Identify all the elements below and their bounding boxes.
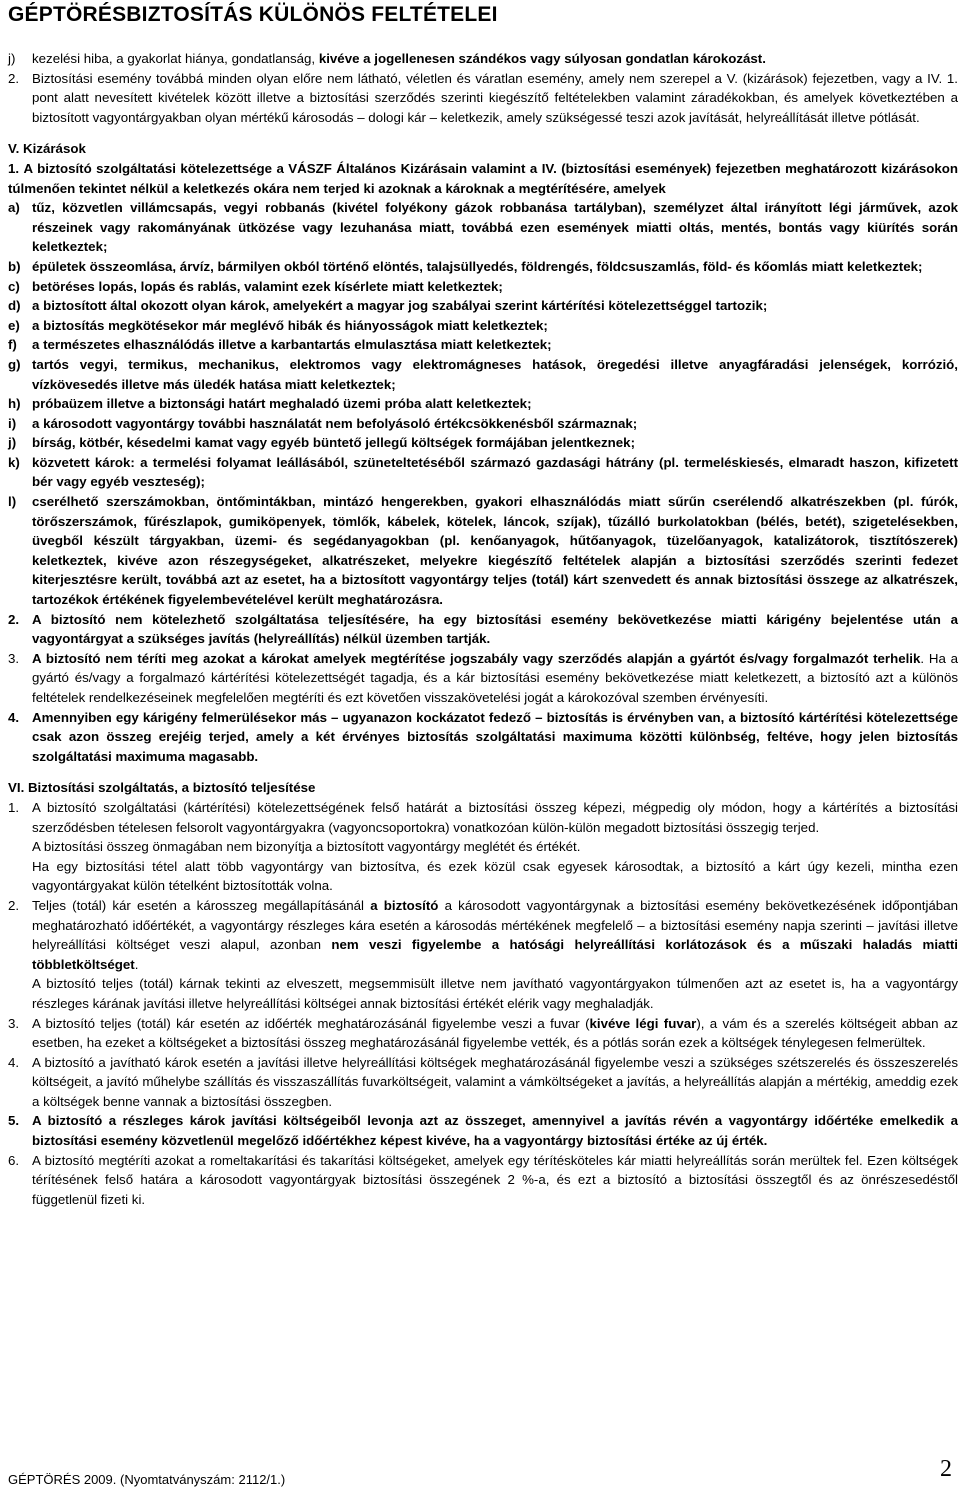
item-text: Biztosítási esemény továbbá minden olyan előre nem látható, véletlen és váratlan esemény, amely nem szerepel a V. (kizárások) fejezetben, vagy a IV. 1. pont alatt nevesített kivételek között illetve a biztosítási szerződés szerinti kiegészítő feltételekben valamint záradékokban, és amelyek következtében a biztosított vagyontárgyakban olyan mértékű károsodás – dologi kár – keletkezik, amely szükségessé teszi azok javítását, helyreállítását illetve pótlását.	[32, 70, 958, 125]
exclusion-item	[8, 492, 958, 610]
paragraph-text: A biztosító a javítható károk esetén a javítási illetve helyreállítási költségek meghatározásánál figyelembe veszi a szükséges szétszerelés és összeszerelés költségeit, a javító műhelybe szállítás és visszaszállítás fuvarköltségeit, valamint a vámköltségeket a javítás, a helyreállítás alapján a mértékig, ameddig ezek a költségek benne vannak a biztosítási összegben.	[32, 1054, 958, 1109]
exclusion-item	[8, 414, 958, 434]
numbered-paragraph	[8, 649, 958, 708]
list-label: 3.	[8, 650, 20, 666]
text-run-bold: nem veszi figyelembe a hatósági helyreállítási korlátozások és a műszaki haladás miatti többletköltséget	[32, 937, 959, 972]
item-text: a károsodott vagyontárgy további használatát nem befolyásoló értékcsökkenésből származnak;	[32, 415, 638, 431]
list-label: f)	[8, 337, 17, 353]
text-run-bold: kivéve légi fuvar	[589, 1015, 697, 1031]
exclusion-item	[8, 296, 958, 316]
paragraph-bold: A biztosító nem téríti meg azokat a károkat amelyek megtérítése jogszabály vagy szerződés alapján a gyártót és/vagy forgalmazót terhelik	[32, 650, 921, 666]
numbered-paragraph	[8, 896, 958, 1014]
list-label: k)	[8, 454, 20, 470]
section-heading: VI. Biztosítási szolgáltatás, a biztosító teljesítése	[8, 780, 316, 796]
list-label: 2.	[8, 70, 20, 86]
item-text: cserélhető szerszámokban, öntőmintákban, mintázó hengerekben, gyakori elhasználódás miatt sűrűn cserélendő alkatrészekben (pl. fúrók, törőszerszámok, fűrészlapok, gumiköpenyek, tömlők, kábelek, kötelek, láncok, szíjak), tűzálló burkolatokban (bélés, betét), szigetelésekben, üvegből készült tárgyakban, üzemi- és segédanyagokban (pl. kenőanyagok, hűtőanyagok, tüzelőanyagok, katalizátorok, tisztítószerek) keletkeztek, kivéve azon részegységeket, alkatrészeket, melyekre kiegészítő feltételek alapján a biztosítási szerződés szerinti fedezet kiterjesztésre került, továbbá azt az esetet, ha a biztosított vagyontárgy teljes (totál) kárt szenvedett és annak biztosítási összege az alkatrészek, tartozékok értékének figyelembevételével került meghatározásra.	[32, 494, 958, 608]
footer-text: GÉPTÖRÉS 2009. (Nyomtatványszám: 2112/1.)	[8, 1472, 286, 1487]
paragraph-text: A biztosító szolgáltatási (kártérítési) kötelezettségének felső határát a biztosítási összeg képezi, mégpedig oly módon, hogy a kártérítés a biztosítási szerződésben tételesen felsorolt vagyontárgyakra (vagyoncsoportokra) vonatkozóan külön-külön megadott biztosítási összegig terjed.	[32, 799, 958, 835]
item-text: kezelési hiba, a gyakorlat hiánya, gondatlanság,	[32, 51, 319, 66]
numbered-paragraph	[8, 1014, 958, 1053]
list-label: d)	[8, 298, 21, 314]
list-label: j)	[8, 435, 17, 451]
item-text: betöréses lopás, lopás és rablás, valamint ezek kísérlete miatt keletkeztek;	[32, 278, 503, 294]
exclusion-item	[8, 198, 958, 257]
list-label: g)	[8, 356, 21, 372]
exclusion-item	[8, 355, 958, 394]
item-text: próbaüzem illetve a biztonsági határt meghaladó üzemi próba alatt keletkeztek;	[32, 396, 532, 412]
numbered-paragraph	[8, 1111, 958, 1150]
exclusion-item	[8, 316, 958, 336]
text-run: Teljes (totál) kár esetén a károsszeg megállapításánál	[32, 897, 371, 913]
exclusion-item	[8, 394, 958, 414]
text-run: .	[134, 956, 139, 972]
item-text: a természetes elhasználódás illetve a karbantartás elmulasztása miatt keletkeztek;	[32, 337, 552, 353]
numbered-paragraph	[8, 1151, 958, 1210]
paragraph-text: Amennyiben egy kárigény felmerülésekor más – ugyanazon kockázatot fedező – biztosítás is érvényben van, a biztosító kártérítési kötelezettsége csak azon összeg erejéig terjed, amely a két érvényes biztosítás szolgáltatási maximuma közötti különbség, feltéve, hogy jelen biztosítás szolgáltatási maximuma magasabb.	[32, 709, 958, 764]
paragraph-text: A biztosító megtéríti azokat a romeltakarítási és takarítási költségeket, amelyek egy térítésköteles kár miatti helyreállítás során merültek fel. Ezen költségek térítésének felső határa a károsodott vagyontárgyak biztosítási összegének 2 %-a, és ezt a biztosító a biztosítási összegtől és az önrészesedéstől függetlenül fizeti ki.	[32, 1152, 958, 1207]
list-label: 4.	[8, 1054, 20, 1070]
intro-rest: (biztosítási események) fejezetben meghatározott kizárásokon túlmenően tekintet nélkül a keletkezés okára nem terjed ki azoknak a károknak a megtérítésére, amelyek	[8, 160, 958, 196]
list-label: b)	[8, 258, 21, 274]
list-label: e)	[8, 317, 20, 333]
page-title: GÉPTÖRÉSBIZTOSÍTÁS KÜLÖNÖS FELTÉTELEI	[8, 3, 498, 26]
numbered-paragraph	[8, 798, 958, 896]
item-text: tűz, közvetlen villámcsapás, vegyi robbanás (kivétel folyékony gázok robbanása tartályban), személyzet által irányított légi járművek, azok részeinek vagy rakományának ütközése vagy lezuhanása miatt, továbbá ezen események miatti oltás, mentés, bontás vagy kiürítés során keletkeztek;	[32, 200, 958, 255]
text-run-bold: a biztosító	[370, 897, 439, 913]
item-text: épületek összeomlása, árvíz, bármilyen okból történő elöntés, talajsüllyedés, földrengés, földcsuszamlás, föld- és kőomlás miatt keletkeztek;	[32, 258, 923, 274]
list-label: h)	[8, 396, 21, 412]
paragraph-text	[32, 896, 958, 974]
list-item	[8, 49, 958, 69]
text-run: A biztosító teljes (totál) kár esetén az időérték meghatározásánál figyelembe veszi a fuvar (	[32, 1015, 590, 1031]
list-label: 1.	[8, 799, 20, 815]
item-text-bold: kivéve a jogellenesen szándékos vagy súlyosan gondatlan károkozást.	[318, 51, 766, 66]
item-text: a biztosítás megkötésekor már meglévő hibák és hiányosságok miatt keletkeztek;	[32, 317, 548, 333]
list-label: i)	[8, 415, 17, 431]
list-label: 2.	[8, 897, 20, 913]
paragraph-text: . Ha a gyártó és/vagy a forgalmazó kártérítési kötelezettségét tagadja, és a kár biztosítási esemény bekövetkezése miatt keletkezett, a biztosító azt a különös feltételek rendelkezéseinek megfelelően megtéríti és ezt követően visszakövetelési jogát a károkozóval szemben érvényesíti.	[32, 650, 958, 705]
section-heading: V. Kizárások	[8, 141, 86, 157]
item-text: bírság, kötbér, késedelmi kamat vagy egyéb büntető jellegű költségek formájában jelentkeznek;	[32, 435, 636, 451]
item-text: közvetett károk: a termelési folyamat leállásából, szüneteltetéséből származó gazdasági hátrány (pl. termeléskiesés, elmaradt haszon, kifizetett bér vagy egyéb veszteség);	[32, 454, 958, 490]
list-label: l)	[8, 494, 17, 510]
paragraph-text: A biztosítási összeg önmagában nem bizonyítja a biztosított vagyontárgy meglétét és értékét.	[32, 839, 581, 855]
exclusions-intro	[8, 159, 958, 198]
list-label: j)	[8, 51, 16, 66]
list-label: c)	[8, 278, 20, 294]
text-run: ), a vám és a szerelés költségeit abban az esetben, ha ezeket a költségeket a biztosítási összeg meghatározásánál figyelembe vették, és a pótlás során ezek a költségek ténylegesen felmerültek.	[32, 1015, 958, 1051]
exclusion-item	[8, 453, 958, 492]
list-label: 6.	[8, 1152, 20, 1168]
paragraph-text: Ha egy biztosítási tétel alatt több vagyontárgy van biztosítva, és ezek közül csak egyesek károsodtak, a biztosító a kárt úgy kezeli, mintha ezen vagyontárgyakat külön tételként biztosították volna.	[32, 858, 958, 894]
exclusion-item	[8, 335, 958, 355]
exclusion-item	[8, 433, 958, 453]
item-text: a biztosított által okozott olyan károk, amelyekért a magyar jog szabályai szerint kártérítési kötelezettséggel tartozik;	[32, 298, 768, 314]
document-body	[8, 49, 958, 1209]
list-label: 5.	[8, 1113, 20, 1129]
intro-bold: A biztosító szolgáltatási kötelezettsége a VÁSZF Általános Kizárásain valamint a IV.	[23, 160, 557, 176]
numbered-paragraph	[8, 610, 958, 649]
paragraph-text: A biztosító teljes (totál) kárnak tekinti az elveszett, megsemmisült illetve nem javítható vagyontárgyakon túlmenően azt az esetet is, ha a vagyontárgy részleges kárának javítási illetve helyreállítási költségei annak biztosítási értékét elérik vagy meghaladják.	[32, 976, 958, 1011]
text-run: a károsodott vagyontárgynak a biztosítási esemény bekövetkezésének időpontjában meghatározható időértékét, a vagyontárgy részleges kára esetén a károsodás mértékének megfelelő – a biztosítási esemény napja szerinti – javítási illetve helyreállítási költséget veszi alapul, azonban	[32, 897, 958, 953]
exclusion-item	[8, 257, 958, 277]
list-label: 4.	[8, 709, 20, 725]
numbered-paragraph	[8, 1053, 958, 1112]
exclusion-item	[8, 277, 958, 297]
page-number: 2	[940, 1456, 952, 1482]
list-label: 2.	[8, 611, 20, 627]
paragraph-text: A biztosító nem kötelezhető szolgáltatása teljesítésére, ha egy biztosítási esemény bekövetkezése miatti kárigény bejelentése után a vagyontárgyat a szükséges javítás (helyreállítás) nélkül üzemben tartják.	[32, 611, 958, 647]
list-label: 3.	[8, 1015, 20, 1031]
list-label: 1.	[8, 160, 20, 176]
numbered-paragraph	[8, 708, 958, 767]
item-text: tartós vegyi, termikus, mechanikus, elektromos vagy elektromágneses hatások, öregedési illetve anyagfáradási jelenségek, korrózió, vízkövesedés illetve más üledék hatása miatt keletkeztek;	[32, 356, 958, 392]
list-label: a)	[8, 200, 20, 216]
paragraph-text: A biztosító a részleges károk javítási költségeiből levonja azt az összeget, amennyivel a javítás révén a vagyontárgy időértéke emelkedik a biztosítási esemény közvetlenül megelőző időértékhez képest kivéve, ha a vagyontárgy biztosítási értéke az új érték.	[32, 1113, 958, 1149]
list-item	[8, 69, 958, 128]
